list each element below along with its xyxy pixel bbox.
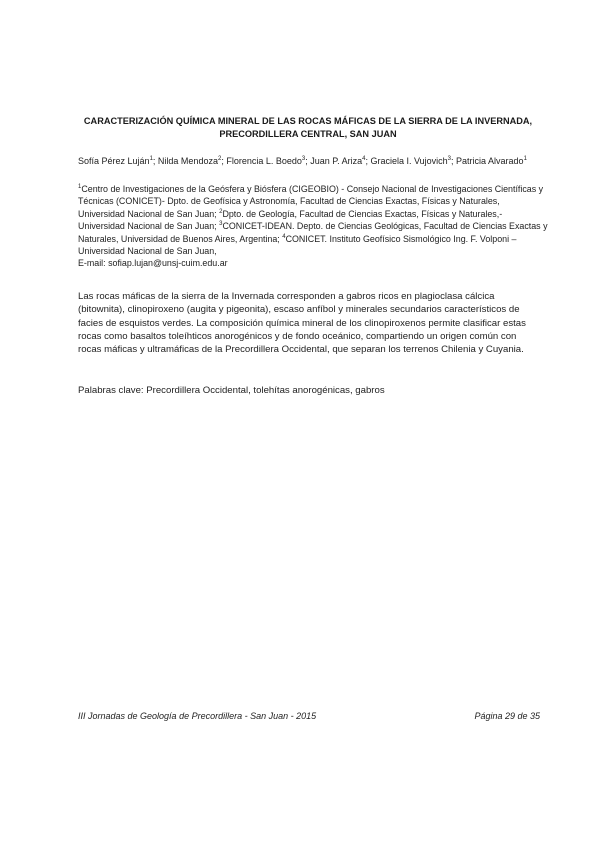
author: Graciela I. Vujovich$^3$; [370,156,457,166]
page-footer [78,711,540,721]
title-line-2: PRECORDILLERA CENTRAL, SAN JUAN [219,129,397,139]
affiliation-2: Dpto. de Geología, Facultad de Ciencias Exactas, Físicas y Naturales,-Universidad Nacional de San Juan; [78,208,503,232]
author: Juan P. Ariza$^4$; [310,156,371,166]
keywords: Palabras clave: Precordillera Occidental, tolehítas anorogénicas, gabros [78,385,385,396]
author: Sofía Pérez Luján$^1$; [78,156,158,166]
affiliation-4: CONICET. Instituto Geofísico Sismológico Ing. F. Volponi – Universidad Nacional de San Juan, [78,233,517,257]
affiliation-3: CONICET-IDEAN. Depto. de Ciencias Geológicas, Facultad de Ciencias Exactas y Naturales, Universidad de Buenos Aires, Argentina; [78,221,548,244]
author-list [78,155,558,167]
title-line-1: CARACTERIZACIÓN QUÍMICA MINERAL DE LAS ROCAS MÁFICAS DE LA SIERRA DE LA INVERNADA, [83,116,533,126]
page-number: Página 29 de 35 [474,711,540,721]
contact-email: E-mail: sofiap.lujan@unsj-cuim.edu.ar [78,258,228,269]
author: Patricia Alvarado$^1$ [456,156,527,166]
affiliation-1: Centro de Investigaciones de la Geósfera y Biósfera (CIGEOBIO) - Consejo Nacional de Investigaciones Científicas y Técnicas (CONICET)- Dpto. de Geofísica y Astronomía, Facultad de Ciencias Exactas, Físicas y Naturales, Universidad Nacional de San Juan; [78,184,544,219]
affiliations: $^1$Centro de Investigaciones de la Geósfera y Biósfera (CIGEOBIO) - Consejo Nacional de Investigaciones Científicas y Técnicas (CONICET)- Dpto. de Geofísica y Astronomía, Facultad de Ciencias Exactas, Físicas y Naturales, Universidad Nacional de San Juan; $^2$Dpto. de Geología, Facultad de Ciencias Exactas, Físicas y Naturales,-Universidad Nacional de San Juan; $^3$CONICET-IDEAN. Depto. de Ciencias Geológicas, Facultad de Ciencias Exactas y Naturales, Universidad de Buenos Aires, Argentina; $^4$CONICET. Instituto Geofísico Sismológico Ing. F. Volponi – Universidad Nacional de San Juan, E-mail: sofiap.lujan@unsj-cuim.edu.ar [78,184,548,269]
abstract-paragraph: Las rocas máficas de la sierra de la Invernada corresponden a gabros ricos en plagioclasa cálcica (bitownita), clinopiroxeno (augita y pigeonita), escaso anfíbol y minerales secundarios característicos de facies de esquistos verdes. La composición química mineral de los clinopiroxenos permite clasificar estas rocas como basaltos toleíhticos anorogénicos y de fondo oceánico, compartiendo un origen común con rocas máficas y ultramáficas de la Precordillera Occidental, que separan los terrenos Chilenia y Cuyania. [78,291,526,356]
paper-title [78,115,538,141]
author: Nilda Mendoza$^2$; [157,156,227,166]
footer-conference: III Jornadas de Geología de Precordillera - San Juan - 2015 [78,711,317,721]
author: Florencia L. Boedo$^3$; [226,156,311,166]
